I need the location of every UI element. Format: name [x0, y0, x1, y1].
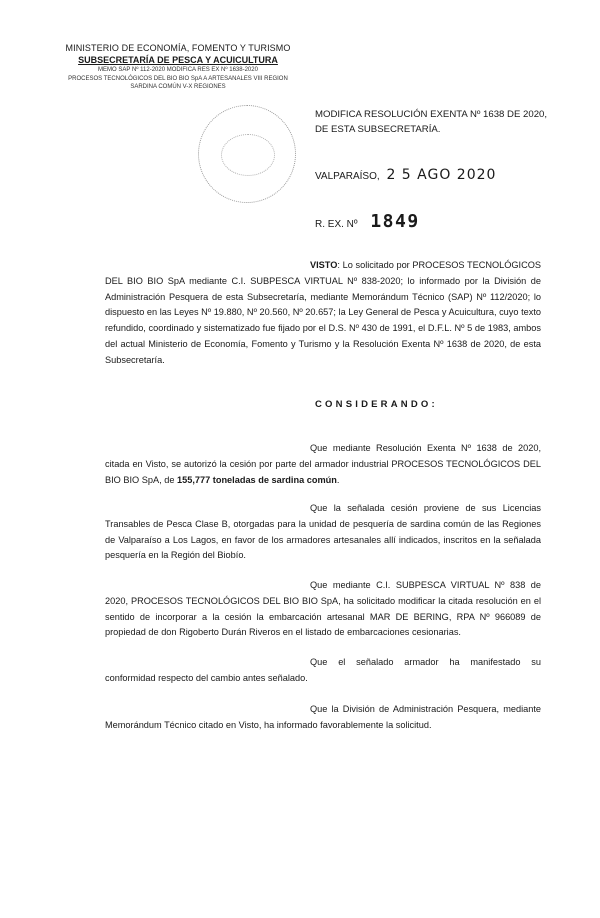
resolution-number-line [315, 211, 420, 232]
letterhead [62, 42, 294, 92]
ministry-name: MINISTERIO DE ECONOMÍA, FOMENTO Y TURISMO [65, 43, 291, 53]
visto-label: VISTO [310, 260, 338, 270]
considerando-paragraph: Que el señalado armador ha manifestado su conformidad respecto del cambio antes señalado. [105, 657, 541, 683]
reference-line: MEMO SAP Nº 112-2020 MODIFICA RES EX Nº 1638-2020 [98, 67, 258, 73]
resolution-number-label: R. EX. Nº [315, 219, 358, 230]
subsecretaria-name: SUBSECRETARÍA DE PESCA Y ACUICULTURA [78, 55, 278, 65]
considerando-paragraph: Que mediante C.I. SUBPESCA VIRTUAL Nº 838 de 2020, PROCESOS TECNOLÓGICOS DEL BIO BIO SpA, ha solicitado modificar la citada resolución en el sentido de incorporar a la cesión la embarcación artesanal MAR DE BERING, RPA Nº 966089 de propiedad de don Rigoberto Durán Riveros en el listado de embarcaciones cesionarias. [105, 580, 541, 638]
visto-paragraph [105, 258, 541, 369]
visto-text: : Lo solicitado por PROCESOS TECNOLÓGICOS DEL BIO BIO SpA mediante C.I. SUBPESCA VIRTUAL Nº 838-2020; lo informado por la División de Administración Pesquera de esta Subsecretaría, mediante Memorándum Técnico (SAP) Nº 112/2020; lo dispuesto en las Leyes Nº 19.880, Nº 20.560, Nº 20.657; la Ley General de Pesca y Acuicultura, cuyo texto refundido, coordinado y sistematizado fue fijado por el D.S. Nº 430 de 1991, el D.F.L. Nº 5 de 1983, ambos del actual Ministerio de Economía, Fomento y Turismo y la Resolución Exenta Nº 1638 de 2020, de esta Subsecretaría. [105, 260, 541, 365]
considerando-paragraph: Que la División de Administración Pesquera, mediante Memorándum Técnico citado en Visto, ha informado favorablemente la solicitud. [105, 704, 541, 730]
stamped-date: 2 5 AGO 2020 [386, 167, 497, 183]
resolution-number: 1849 [370, 211, 420, 232]
reference-line: SARDINA COMÚN V-X REGIONES [130, 84, 226, 90]
tonnage-amount: 155,777 toneladas de sardina común [177, 474, 337, 485]
considerando-paragraph: Que mediante Resolución Exenta Nº 1638 de 2020, citada en Visto, se autorizó la cesión por parte del armador industrial PROCESOS TECNOLÓGICOS DEL BIO BIO SpA, de 155,777 toneladas de sardina común. [105, 443, 541, 485]
considerando-paragraph: Que la señalada cesión proviene de sus Licencias Transables de Pesca Clase B, otorgadas para la unidad de pesquería de sardina común de las Regiones de Valparaíso a Los Lagos, en favor de los armadores artesanales allí indicados, inscritos en la señalada pesquería en la Región del Biobío. [105, 503, 541, 561]
place-date-line [315, 167, 496, 183]
place-name: VALPARAÍSO, [315, 171, 380, 182]
seal-inner-ring [221, 134, 275, 176]
resolution-subject: MODIFICA RESOLUCIÓN EXENTA Nº 1638 DE 2020, DE ESTA SUBSECRETARÍA. [315, 109, 548, 135]
considerando-heading: CONSIDERANDO: [315, 399, 438, 410]
official-seal-stamp [198, 105, 296, 203]
reference-line: PROCESOS TECNOLÓGICOS DEL BIO BIO SpA A ARTESANALES VIII REGION [68, 75, 288, 82]
